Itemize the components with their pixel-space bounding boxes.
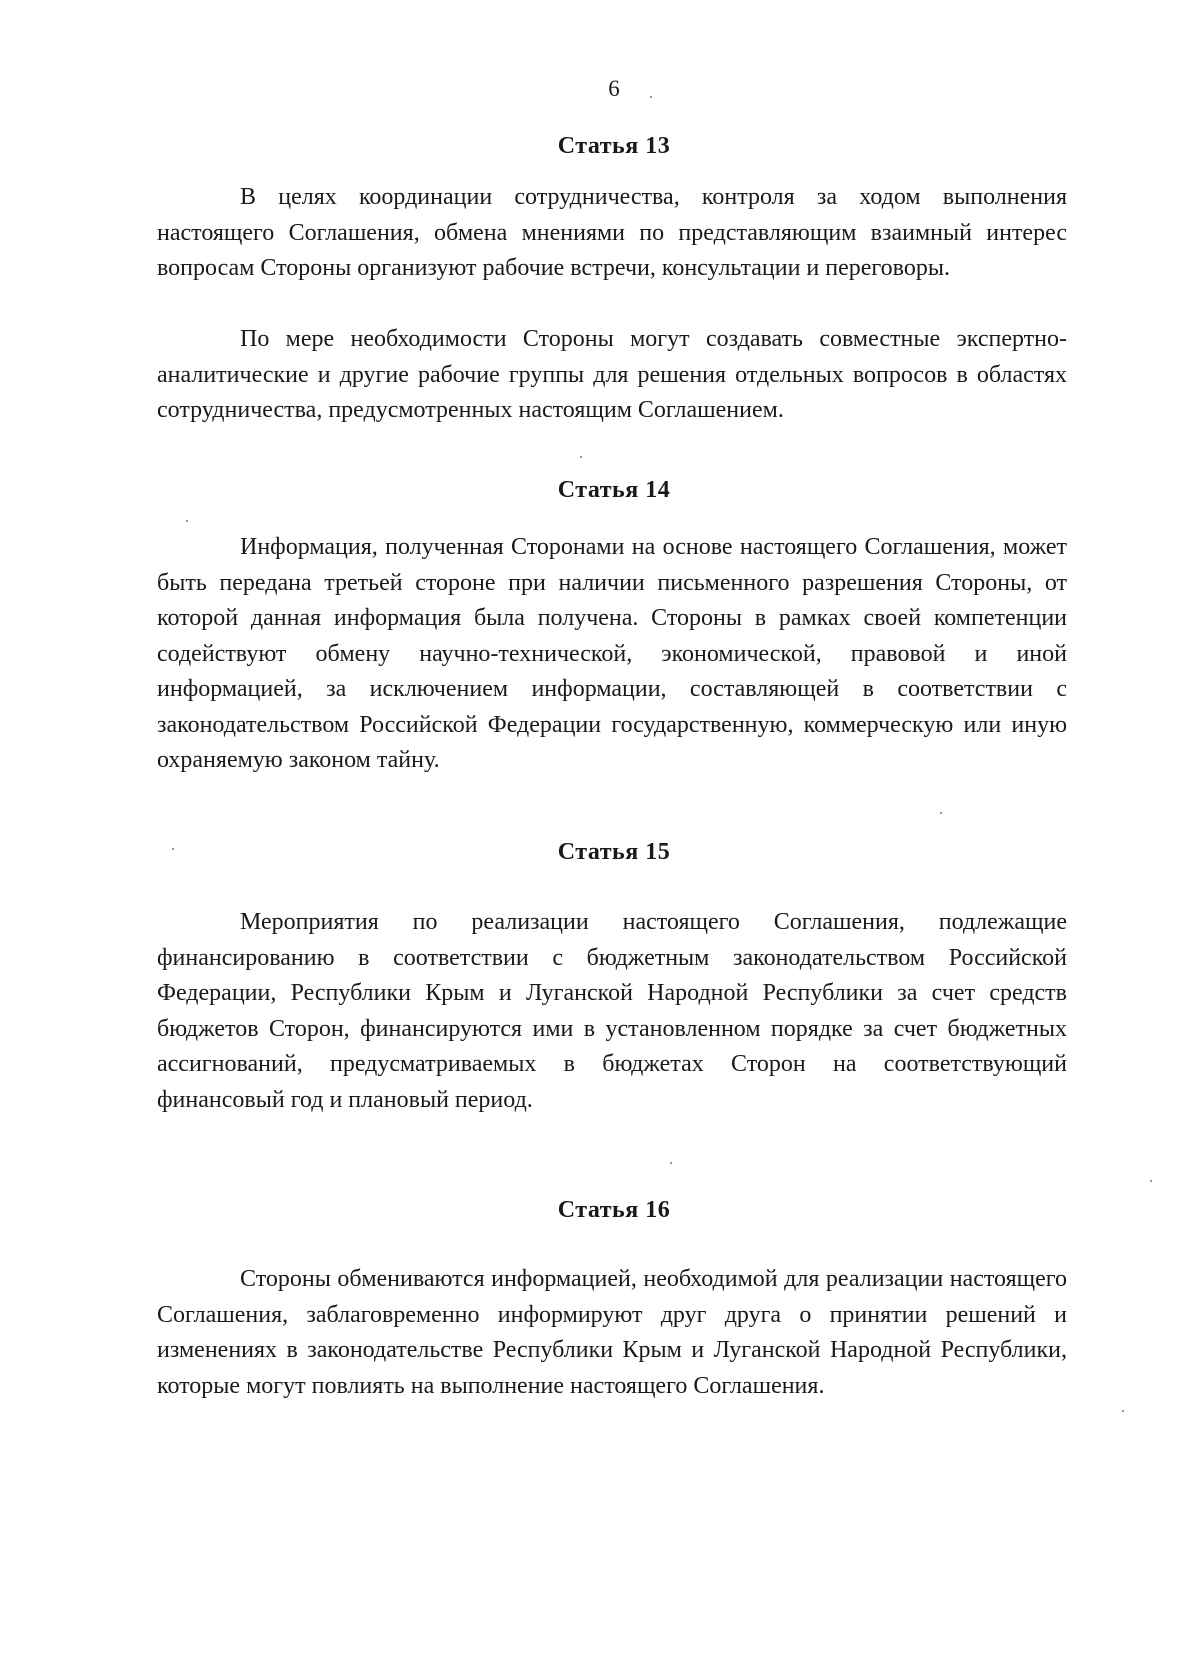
- article-15-paragraph-1: Мероприятия по реализации настоящего Соглашения, подлежащие финансированию в соответствии с бюджетным законодательством Российской Федерации, Республики Крым и Луганской Народной Республики за счет средств бюджетов Сторон, финансируются ими в установленном порядке за счет бюджетных ассигнований, предусматриваемых в бюджетах Сторон на соответствующий финансовый год и плановый период.: [157, 909, 1067, 1113]
- article-16-title: Статья 16: [557, 1197, 671, 1223]
- article-14-paragraph-1: Информация, полученная Сторонами на основе настоящего Соглашения, может быть передана третьей стороне при наличии письменного разрешения Стороны, от которой данная информация была получена. Стороны в рамках своей компетенции содействуют обмену научно-технической, экономической, правовой и иной информацией, за исключением информации, составляющей в соответствии с законодательством Российской Федерации государственную, коммерческую или иную охраняемую законом тайну.: [157, 534, 1067, 773]
- scan-speck: [650, 96, 652, 98]
- scan-speck: [940, 812, 942, 814]
- scan-speck: [172, 848, 174, 850]
- scan-speck: [1122, 1410, 1124, 1412]
- page-number: 6: [608, 76, 620, 101]
- scan-speck: [1150, 1180, 1152, 1182]
- article-14-title: Статья 14: [557, 477, 671, 503]
- article-16-paragraph-1: Стороны обмениваются информацией, необходимой для реализации настоящего Соглашения, заблаговременно информируют друг друга о принятии решений и изменениях в законодательстве Республики Крым и Луганской Народной Республики, которые могут повлиять на выполнение настоящего Соглашения.: [157, 1266, 1067, 1399]
- scan-speck: [580, 456, 582, 458]
- article-13-title: Статья 13: [557, 133, 671, 159]
- article-13-paragraph-2: По мере необходимости Стороны могут создавать совместные экспертно-аналитические и другие рабочие группы для решения отдельных вопросов в областях сотрудничества, предусмотренных настоящим Соглашением.: [157, 326, 1067, 423]
- article-15-title: Статья 15: [557, 839, 671, 865]
- scan-speck: [186, 520, 188, 522]
- article-13-paragraph-1: В целях координации сотрудничества, контроля за ходом выполнения настоящего Соглашения, обмена мнениями по представляющим взаимный интерес вопросам Стороны организуют рабочие встречи, консультации и переговоры.: [157, 184, 1067, 281]
- scan-speck: [670, 1162, 672, 1164]
